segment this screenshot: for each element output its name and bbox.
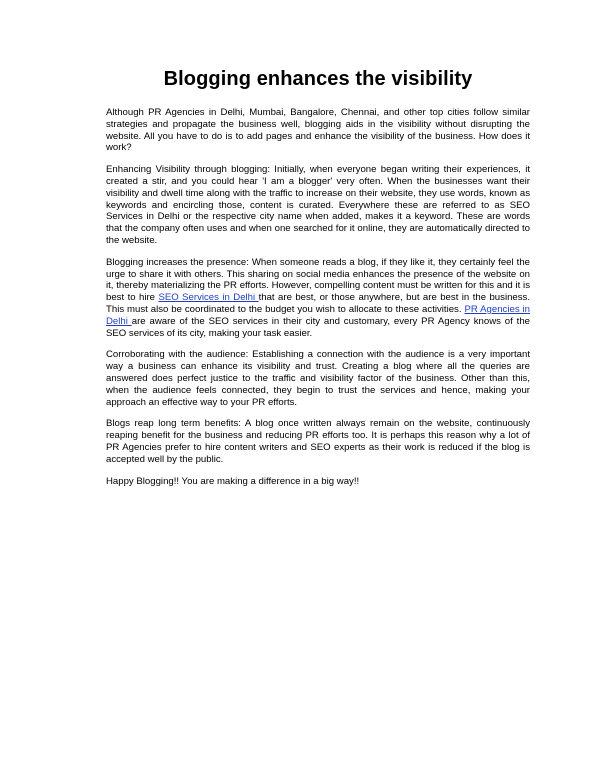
document-page	[106, 66, 530, 497]
page-title: Blogging enhances the visibility	[163, 68, 473, 90]
paragraph-intro: Although PR Agencies in Delhi, Mumbai, Bangalore, Chennai, and other top cities follow similar strategies and propagate the business well, blogging aids in the visibility without disrupting the website. All you have to do is to add pages and enhance the visibility of the business. How does it work?	[106, 107, 530, 154]
paragraph-text: that are best, or those anywhere, but are best in the business. This must also be coordinated to the budget you wish to allocate to these activities.	[106, 292, 531, 315]
paragraph-text: Blogging increases the presence: When someone reads a blog, if they like it, they certainly feel the urge to share it with others. This sharing on social media enhances the presence of the website on it, thereby materializing the PR efforts. However, compelling content must be written for this and it is best to hire	[106, 256, 530, 304]
paragraph-increases-presence	[106, 257, 530, 340]
paragraph-text: are aware of the SEO services in their city and customary, every PR Agency knows of the SEO services of its city, making your task easier.	[106, 315, 531, 339]
paragraph-closing: Happy Blogging!! You are making a difference in a big way!!	[106, 475, 360, 487]
paragraph-corroborating: Corroborating with the audience: Establishing a connection with the audience is a very important way a business can enhance its visibility and trust. Creating a blog where all the queries are answered does perfect justice to the traffic and visibility factor of the business. Other than this, when the audience feels connected, they begin to trust the services and hence, making your approach an effective way to your PR efforts.	[106, 349, 530, 408]
pr-agencies-link[interactable]: PR Agencies in Delhi	[106, 303, 531, 327]
paragraph-long-term-benefits: Blogs reap long term benefits: A blog once written always remain on the website, continuously reaping benefit for the business and reducing PR efforts too. It is perhaps this reason why a lot of PR Agencies prefer to hire content writers and SEO experts as their work is reduced if the blog is accepted well by the public.	[106, 418, 530, 465]
paragraph-enhancing-visibility: Enhancing Visibility through blogging: Initially, when everyone began writing their experiences, it created a stir, and you could hear 'I am a blogger' very often. When the businesses want their visibility and dwell time along with the traffic to increase on their website, they use words, known as keywords and encircling those, content is curated. Everywhere these are referred to as SEO Services in Delhi or the respective city name when added, makes it a keyword. These are words that the company often uses and when one searched for it online, they are automatically directed to the website.	[106, 164, 530, 246]
seo-services-link[interactable]: SEO Services in Delhi	[158, 292, 259, 304]
